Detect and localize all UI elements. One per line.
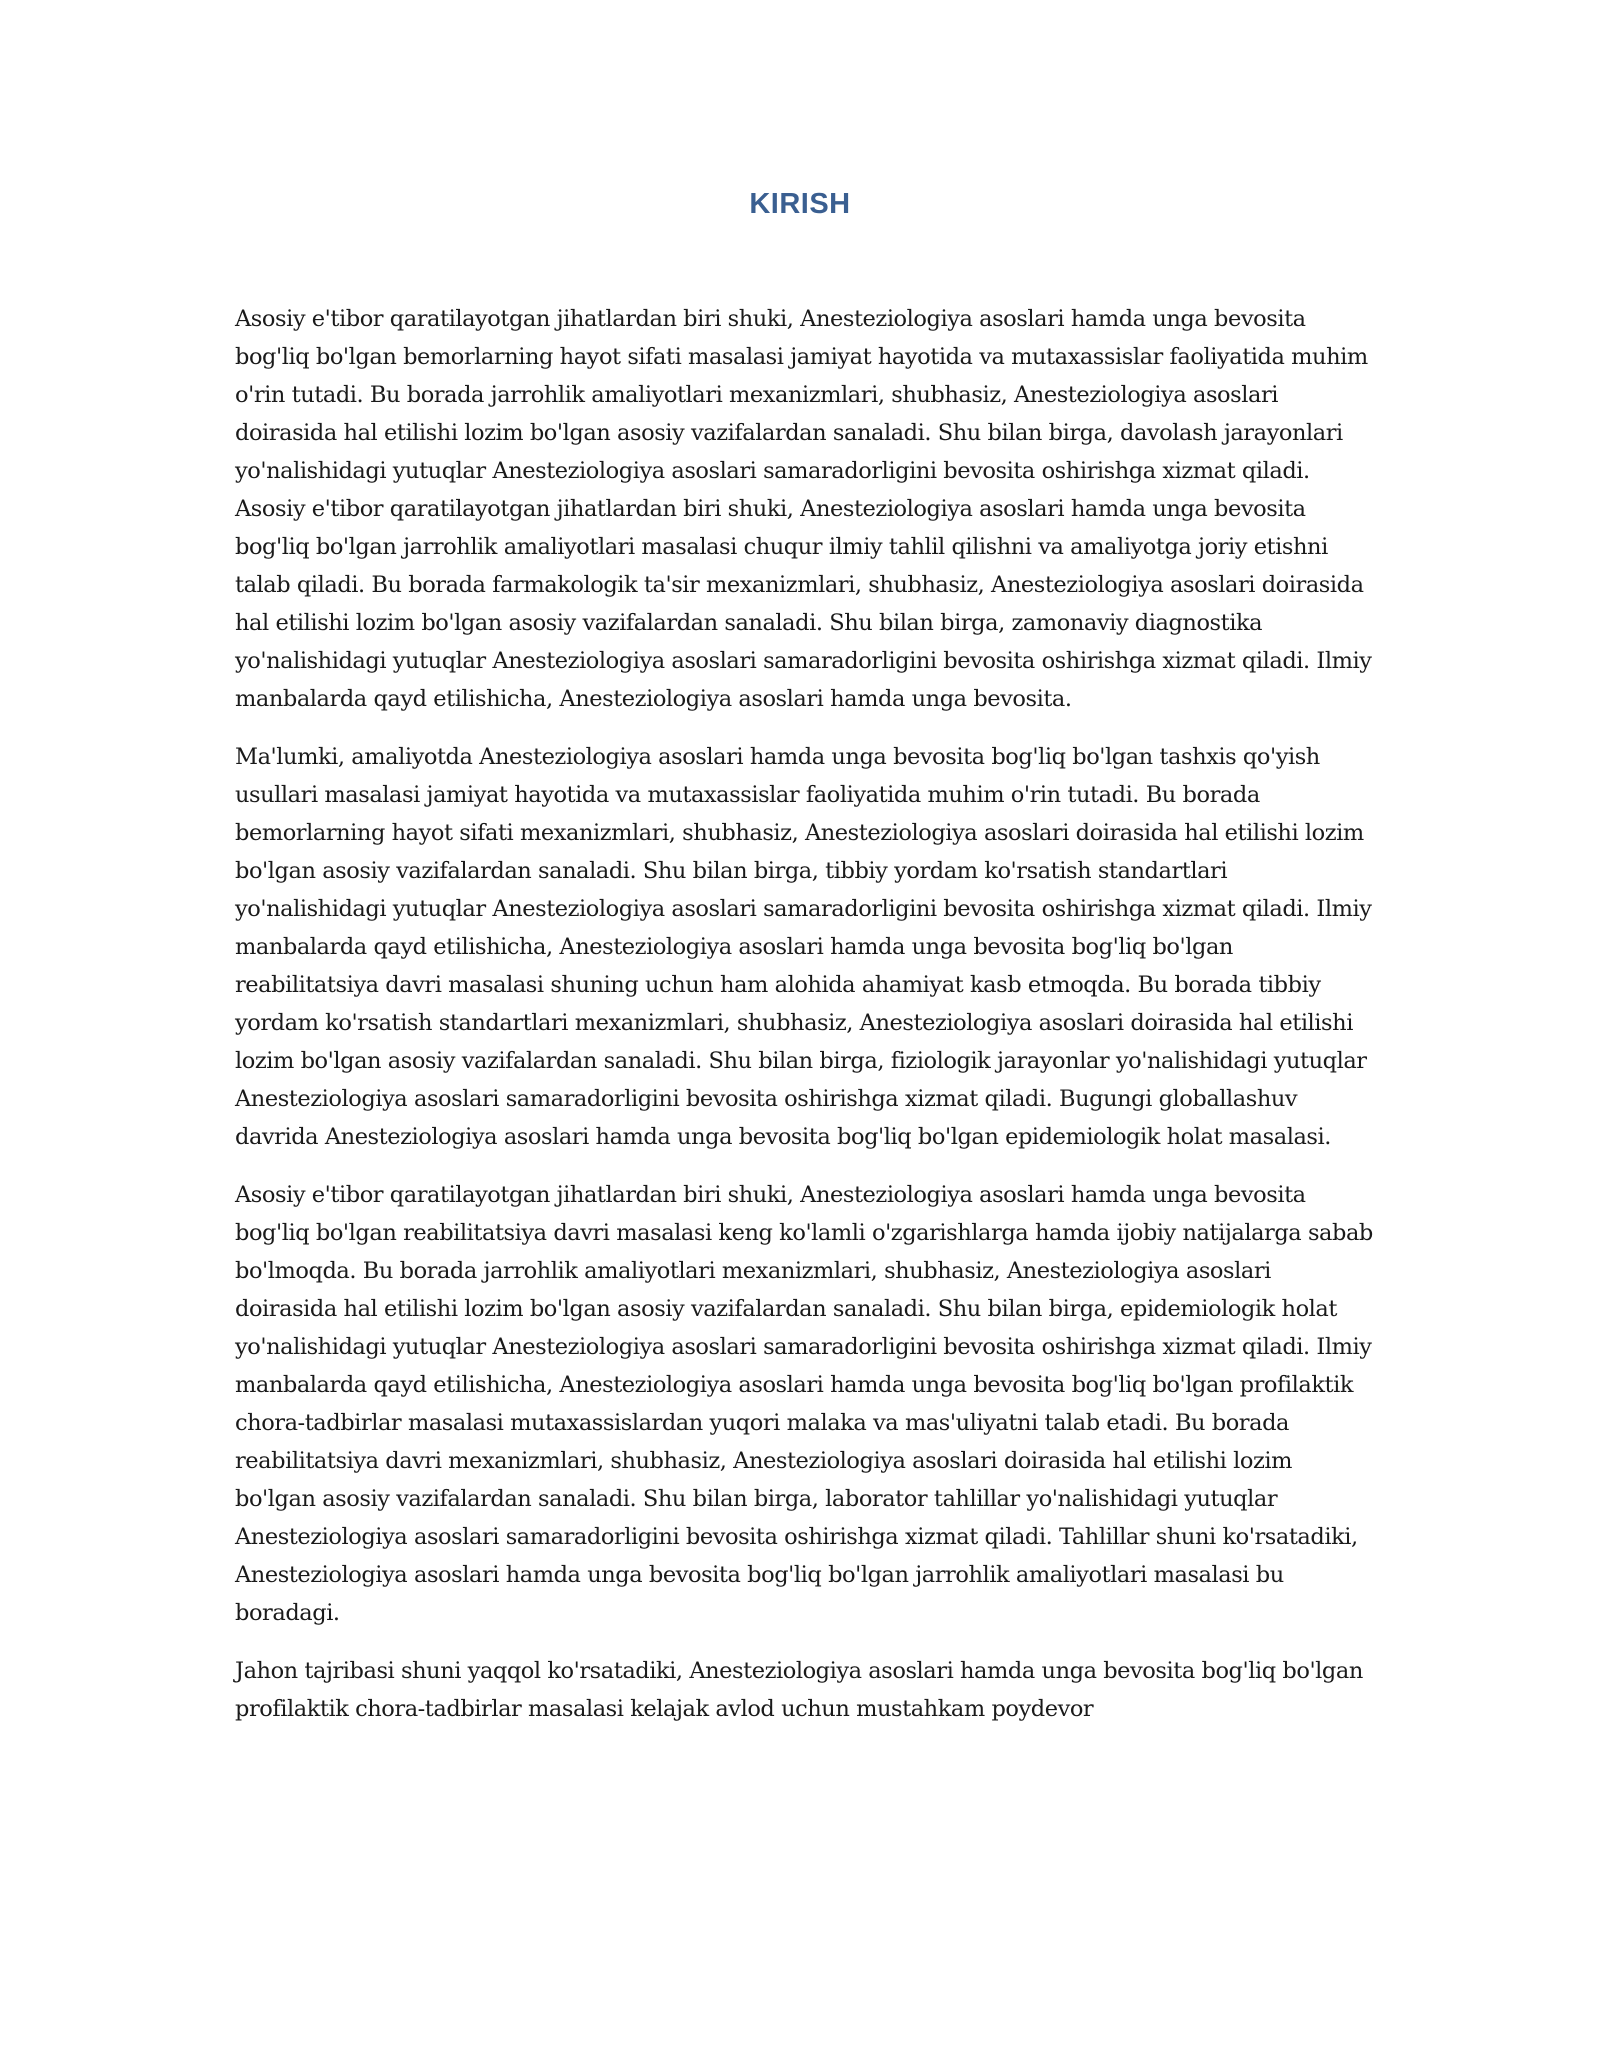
paragraph-1: Asosiy e'tibor qaratilayotgan jihatlardan biri shuki, Anesteziologiya asoslari hamda unga bevosita bog'liq bo'lgan bemorlarning hayot sifati masalasi jamiyat hayotida va mutaxassislar faoliyatida muhim o'rin tutadi. Bu borada jarrohlik amaliyotlari mexanizmlari, shubhasiz, Anesteziologiya asoslari doirasida hal etilishi lozim bo'lgan asosiy vazifalardan sanaladi. Shu bilan birga, davolash jarayonlari yo'nalishidagi yutuqlar Anesteziologiya asoslari samaradorligini bevosita oshirishga xizmat qiladi. Asosiy e'tibor qaratilayotgan jihatlardan biri shuki, Anesteziologiya asoslari hamda unga bevosita bog'liq bo'lgan jarrohlik amaliyotlari masalasi chuqur ilmiy tahlil qilishni va amaliyotga joriy etishni talab qiladi. Bu borada farmakologik ta'sir mexanizmlari, shubhasiz, Anesteziologiya asoslari doirasida hal etilishi lozim bo'lgan asosiy vazifalardan sanaladi. Shu bilan birga, zamonaviy diagnostika yo'nalishidagi yutuqlar Anesteziologiya asoslari samaradorligini bevosita oshirishga xizmat qiladi. Ilmiy manbalarda qayd etilishicha, Anesteziologiya asoslari hamda unga bevosita. (235, 306, 1372, 712)
paragraph-4: Jahon tajribasi shuni yaqqol ko'rsatadiki, Anesteziologiya asoslari hamda unga bevosita bog'liq bo'lgan profilaktik chora-tadbirlar masalasi kelajak avlod uchun mustahkam poydevor (235, 1658, 1363, 1722)
paragraph-3: Asosiy e'tibor qaratilayotgan jihatlardan biri shuki, Anesteziologiya asoslari hamda unga bevosita bog'liq bo'lgan reabilitatsiya davri masalasi keng ko'lamli o'zgarishlarga hamda ijobiy natijalarga sabab bo'lmoqda. Bu borada jarrohlik amaliyotlari mexanizmlari, shubhasiz, Anesteziologiya asoslari doirasida hal etilishi lozim bo'lgan asosiy vazifalardan sanaladi. Shu bilan birga, epidemiologik holat yo'nalishidagi yutuqlar Anesteziologiya asoslari samaradorligini bevosita oshirishga xizmat qiladi. Ilmiy manbalarda qayd etilishicha, Anesteziologiya asoslari hamda unga bevosita bog'liq bo'lgan profilaktik chora-tadbirlar masalasi mutaxassislardan yuqori malaka va mas'uliyatni talab etadi. Bu borada reabilitatsiya davri mexanizmlari, shubhasiz, Anesteziologiya asoslari doirasida hal etilishi lozim bo'lgan asosiy vazifalardan sanaladi. Shu bilan birga, laborator tahlillar yo'nalishidagi yutuqlar Anesteziologiya asoslari samaradorligini bevosita oshirishga xizmat qiladi. Tahlillar shuni ko'rsatadiki, Anesteziologiya asoslari hamda unga bevosita bog'liq bo'lgan jarrohlik amaliyotlari masalasi bu boradagi. (235, 1182, 1373, 1626)
document-body (235, 300, 1375, 1748)
paragraph-2: Ma'lumki, amaliyotda Anesteziologiya asoslari hamda unga bevosita bog'liq bo'lgan tashxis qo'yish usullari masalasi jamiyat hayotida va mutaxassislar faoliyatida muhim o'rin tutadi. Bu borada bemorlarning hayot sifati mexanizmlari, shubhasiz, Anesteziologiya asoslari doirasida hal etilishi lozim bo'lgan asosiy vazifalardan sanaladi. Shu bilan birga, tibbiy yordam ko'rsatish standartlari yo'nalishidagi yutuqlar Anesteziologiya asoslari samaradorligini bevosita oshirishga xizmat qiladi. Ilmiy manbalarda qayd etilishicha, Anesteziologiya asoslari hamda unga bevosita bog'liq bo'lgan reabilitatsiya davri masalasi shuning uchun ham alohida ahamiyat kasb etmoqda. Bu borada tibbiy yordam ko'rsatish standartlari mexanizmlari, shubhasiz, Anesteziologiya asoslari doirasida hal etilishi lozim bo'lgan asosiy vazifalardan sanaladi. Shu bilan birga, fiziologik jarayonlar yo'nalishidagi yutuqlar Anesteziologiya asoslari samaradorligini bevosita oshirishga xizmat qiladi. Bugungi globallashuv davrida Anesteziologiya asoslari hamda unga bevosita bog'liq bo'lgan epidemiologik holat masalasi. (235, 744, 1372, 1150)
page-title: KIRISH (749, 188, 851, 220)
